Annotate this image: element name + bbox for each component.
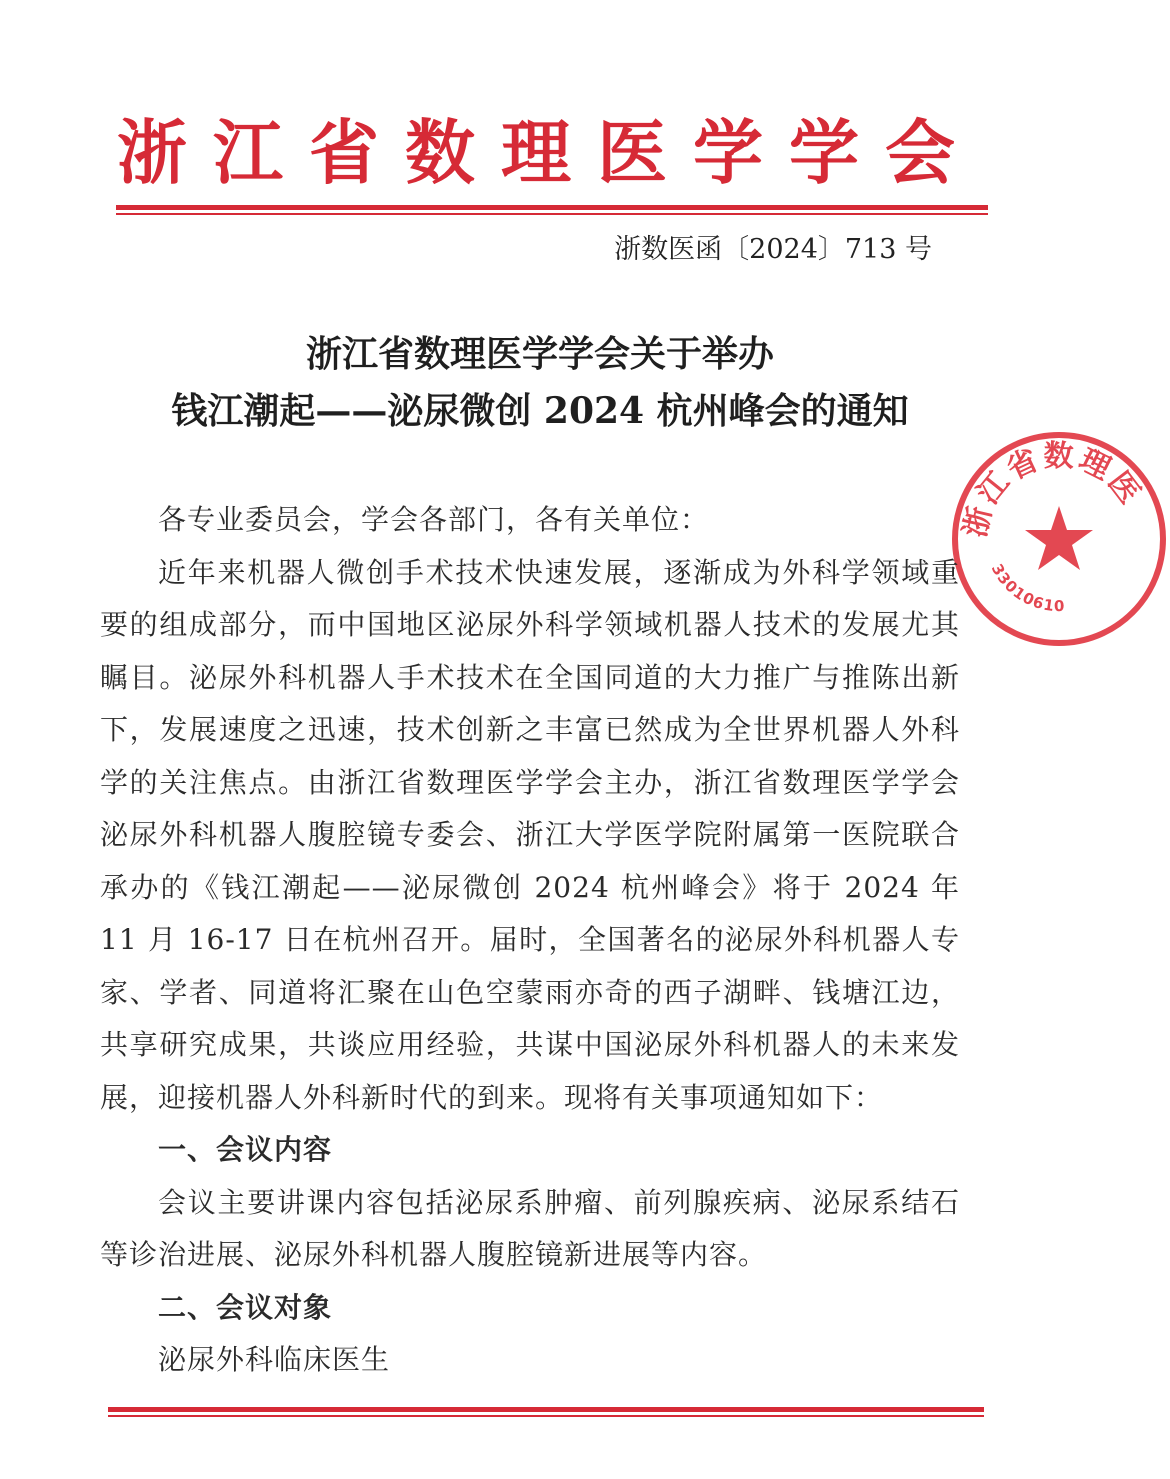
official-seal: [948, 428, 1170, 650]
footer-rule-thick: [108, 1407, 984, 1412]
header-rule-thin: [116, 213, 988, 215]
letter-body: [100, 494, 960, 1387]
star-icon: [1025, 506, 1093, 570]
seal-code: 33010610: [987, 560, 1066, 616]
section-text-audience: 泌尿外科临床医生: [158, 1343, 391, 1376]
notice-title-line1: 浙江省数理医学学会关于举办: [305, 333, 774, 375]
header-rule-thick: [116, 205, 988, 210]
salutation: 各专业委员会，学会各部门，各有关单位：: [158, 503, 710, 536]
intro-paragraph: 近年来机器人微创手术技术快速发展，逐渐成为外科学领域重要的组成部分，而中国地区泌尿外科学领域机器人技术的发展尤其瞩目。泌尿外科机器人手术技术在全国同道的大力推广与推陈出新下，发展速度之迅速，技术创新之丰富已然成为全世界机器人外科学的关注焦点。由浙江省数理医学学会主办，浙江省数理医学学会泌尿外科机器人腹腔镜专委会、浙江大学医学院附属第一医院联合承办的《钱江潮起——泌尿微创 2024 杭州峰会》将于 2024 年 11 月 16-17 日在杭州召开。届时，全国著名的泌尿外科机器人专家、学者、同道将汇聚在山色空蒙雨亦奇的西子湖畔、钱塘江边，共享研究成果，共谈应用经验，共谋中国泌尿外科机器人的未来发展，迎接机器人外科新时代的到来。现将有关事项通知如下：: [100, 555, 960, 1114]
organization-title: 浙江省数理医学学会: [117, 111, 981, 194]
footer-rule-thin: [108, 1415, 984, 1417]
seal-text: 浙江省数理医: [957, 438, 1149, 541]
notice-title-line2: 钱江潮起——泌尿微创 2024 杭州峰会的通知: [171, 390, 909, 432]
svg-text:33010610: [988, 561, 1066, 615]
section-heading-content: 一、会议内容: [158, 1133, 333, 1166]
section-heading-audience: 二、会议对象: [158, 1290, 333, 1324]
section-text-content: 会议主要讲课内容包括泌尿系肿瘤、前列腺疾病、泌尿系结石等诊治进展、泌尿外科机器人腹腔镜新进展等内容。: [100, 1185, 960, 1271]
document-number: 浙数医函〔2024〕713 号: [614, 234, 932, 265]
